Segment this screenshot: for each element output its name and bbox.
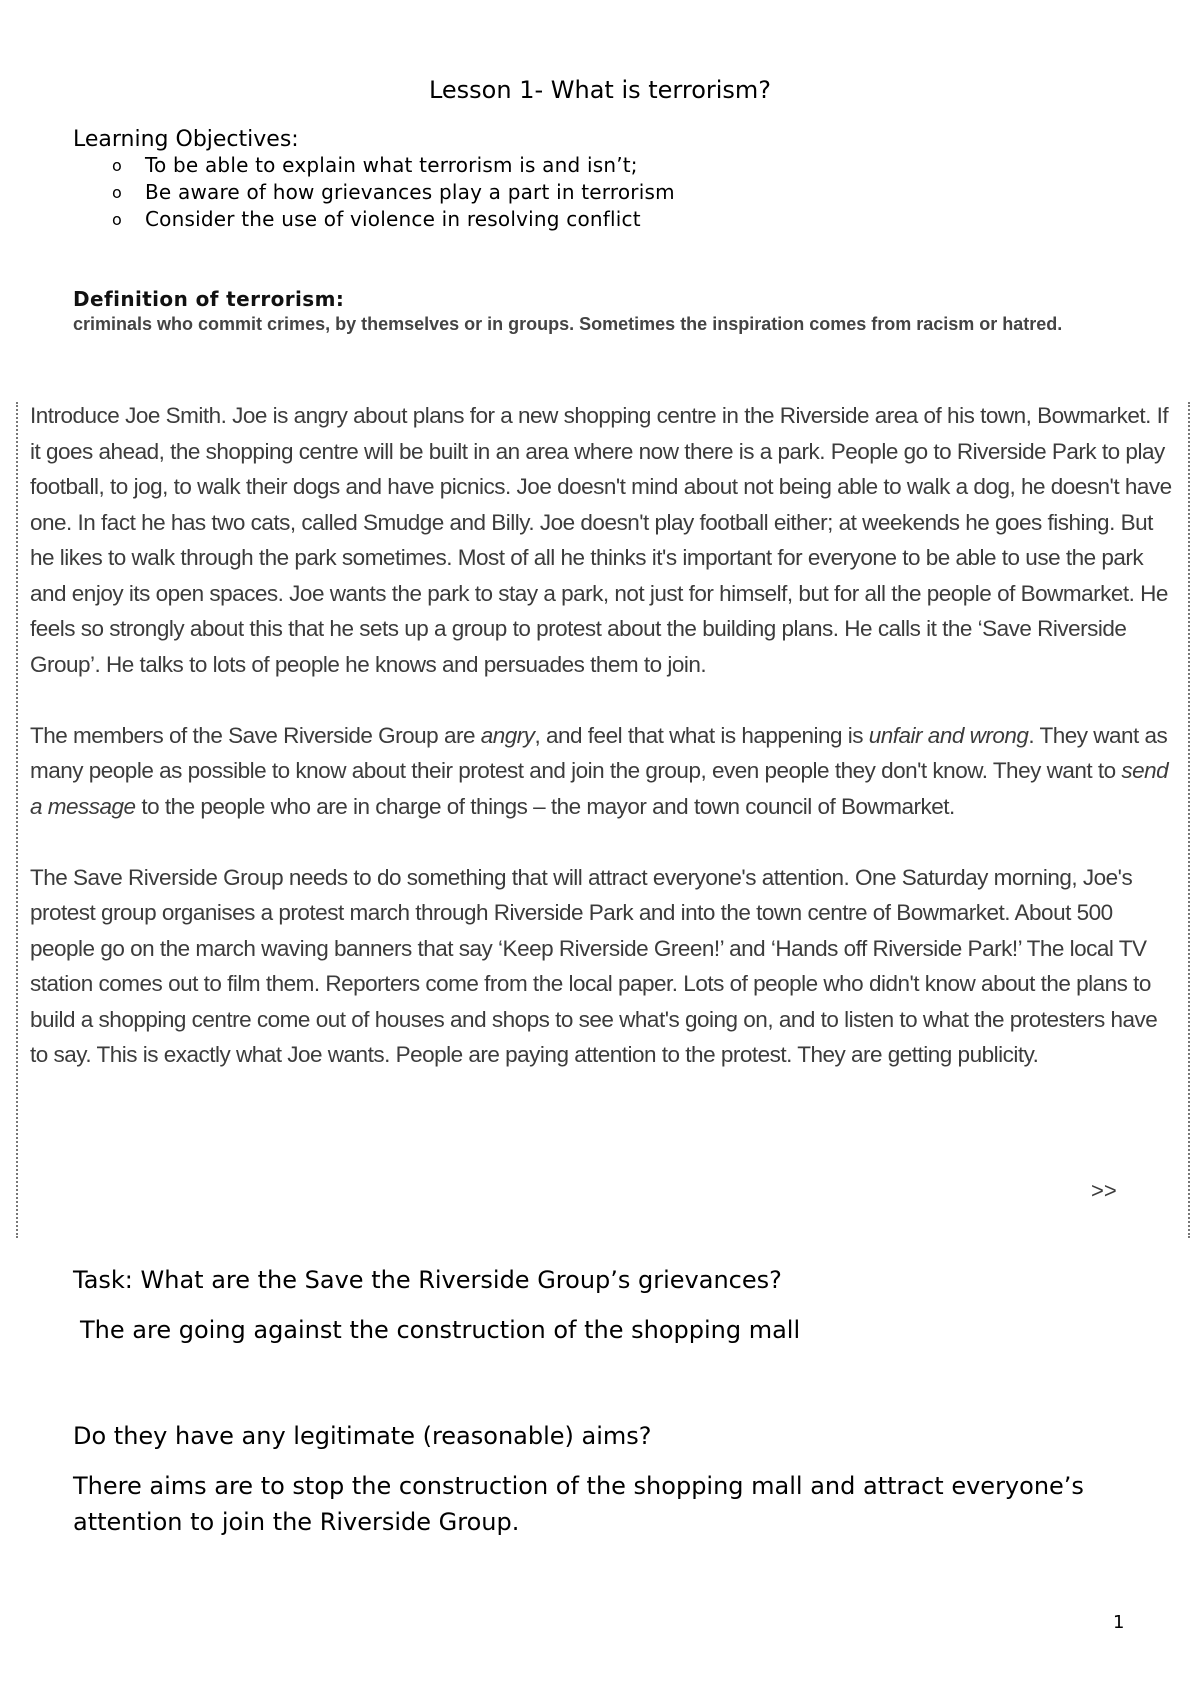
bullet-icon: o	[112, 210, 122, 229]
story-paragraph: Introduce Joe Smith. Joe is angry about plans for a new shopping centre in the Riverside area of his town, Bowmarket. If it goes ahead, the shopping centre will be built in an area where now there is a park. People go to Riverside Park to play football, to jog, to walk their dogs and have picnics. Joe doesn't mind about not being able to walk a dog, he doesn't have one. In fact he has two cats, called Smudge and Billy. Joe doesn't play football either; at weekends he goes fishing. But he likes to walk through the park sometimes. Most of all he thinks it's important for everyone to be able to use the park and enjoy its open spaces. Joe wants the park to stay a park, not just for himself, but for all the people of Bowmarket. He feels so strongly about this that he sets up a group to protest about the building plans. He calls it the ‘Save Riverside Group’. He talks to lots of people he knows and persuades them to join.	[30, 403, 1172, 677]
bullet-icon: o	[112, 183, 122, 202]
story-paragraph: The Save Riverside Group needs to do something that will attract everyone's attention. One Saturday morning, Joe's protest group organises a protest march through Riverside Park and into the town centre of Bowmarket. About 500 people go on the march waving banners that say ‘Keep Riverside Green!’ and ‘Hands off Riverside Park!’ The local TV station comes out to film them. Reporters come from the local paper. Lots of people who didn't know about the plans to build a shopping centre come out of houses and shops to see what's going on, and to listen to what the protesters have to say. This is exactly what Joe wants. People are paying attention to the protest. They are getting publicity.	[30, 864, 1158, 1067]
continue-marker: >>	[1091, 1178, 1117, 1203]
objectives-list	[73, 152, 675, 233]
page-number: 1	[1113, 1612, 1125, 1633]
list-item	[73, 179, 675, 206]
aims-answer: There aims are to stop the construction of the shopping mall and attract everyone’s attention to join the Riverside Group.	[73, 1472, 1084, 1536]
objectives-heading: Learning Objectives:	[73, 127, 299, 152]
list-item	[73, 206, 675, 233]
objective-text: Be aware of how grievances play a part in terrorism	[145, 180, 675, 204]
objective-text: Consider the use of violence in resolving conflict	[145, 207, 641, 231]
story-passage	[30, 398, 1180, 1108]
aims-question: Do they have any legitimate (reasonable) aims?	[73, 1422, 652, 1450]
definition-text: criminals who commit crimes, by themselves or in groups. Sometimes the inspiration comes from racism or hatred.	[73, 314, 1063, 334]
bullet-icon: o	[112, 156, 122, 175]
story-paragraph: The members of the Save Riverside Group are angry, and feel that what is happening is unfair and wrong. They want as many people as possible to know about their protest and join the group, even people they don't know. They want to send a message to the people who are in charge of things – the mayor and town council of Bowmarket.	[30, 722, 1169, 819]
page-title: Lesson 1- What is terrorism?	[428, 76, 772, 104]
task-answer: The are going against the construction of the shopping mall	[80, 1316, 801, 1344]
task-question: Task: What are the Save the Riverside Group’s grievances?	[73, 1266, 782, 1294]
objective-text: To be able to explain what terrorism is and isn’t;	[145, 153, 638, 177]
list-item	[73, 152, 675, 179]
definition-heading: Definition of terrorism:	[73, 287, 345, 311]
